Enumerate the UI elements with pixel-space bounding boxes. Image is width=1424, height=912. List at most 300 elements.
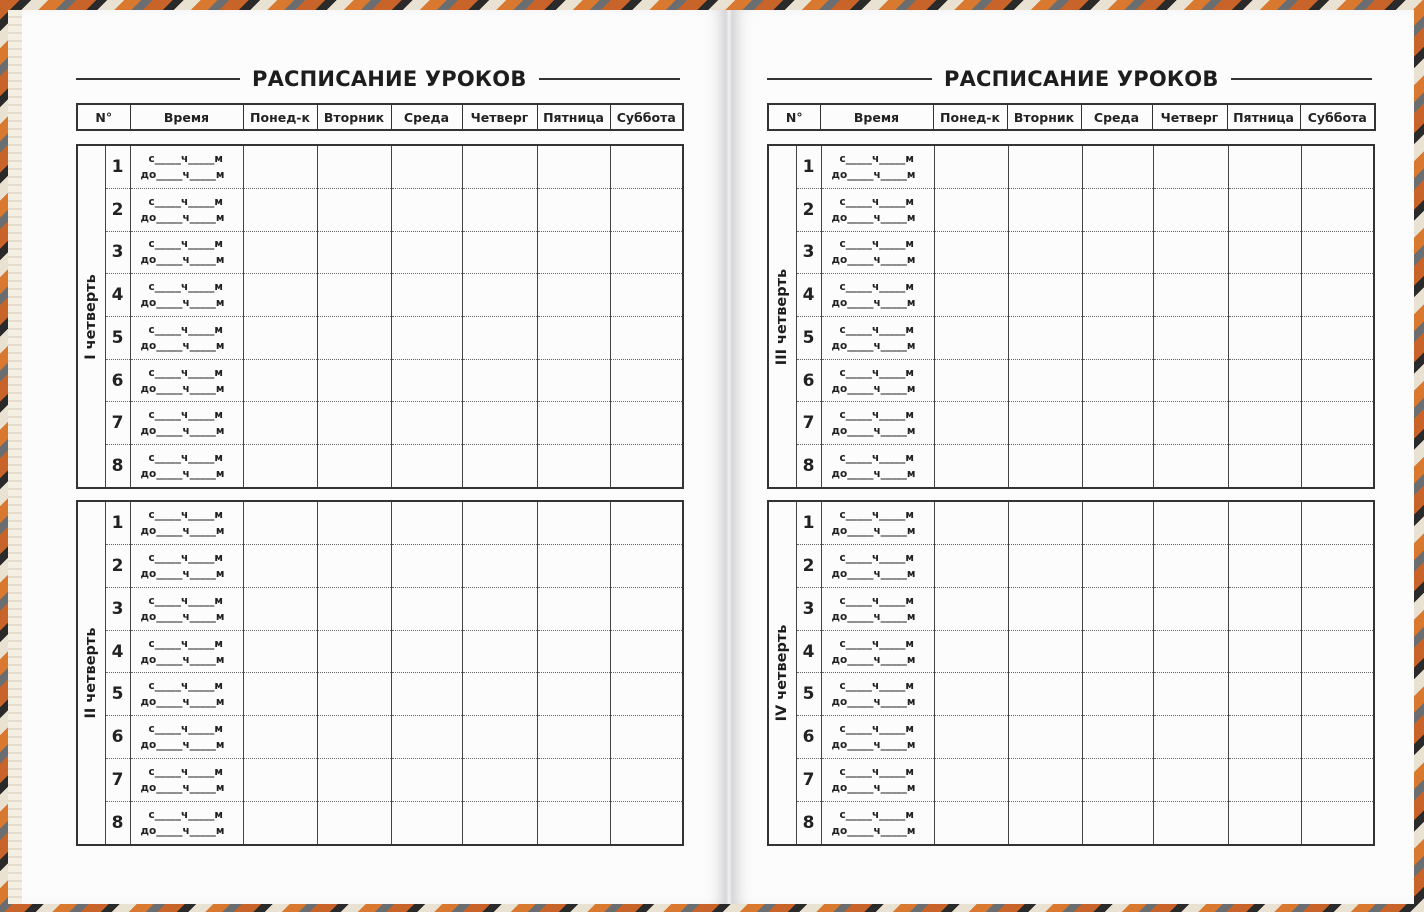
col-friday: Пятница [1227, 104, 1300, 130]
subject-cell-tuesday[interactable] [317, 759, 391, 802]
time-from-line: с_____ч_____м [839, 680, 915, 693]
time-to-line: до_____ч_____м [831, 468, 916, 481]
subject-cell-saturday[interactable] [610, 544, 683, 587]
time-from-line: с_____ч_____м [148, 452, 224, 465]
subject-cell-friday[interactable] [537, 359, 610, 402]
schedule-header [767, 103, 1376, 131]
subject-cell-tuesday[interactable] [317, 801, 391, 845]
lesson-row [768, 316, 1374, 359]
subject-cell-tuesday[interactable] [1008, 402, 1082, 445]
subject-cell-thursday[interactable] [462, 587, 537, 630]
time-from-line: с_____ч_____м [839, 152, 915, 165]
subject-cell-monday[interactable] [243, 801, 317, 845]
time-from-line: с_____ч_____м [839, 195, 915, 208]
subject-cell-friday[interactable] [537, 630, 610, 673]
subject-cell-saturday[interactable] [1301, 501, 1374, 544]
subject-cell-wednesday[interactable] [391, 544, 462, 587]
subject-cell-saturday[interactable] [1301, 445, 1374, 488]
subject-cell-wednesday[interactable] [1082, 716, 1153, 759]
time-to-line: до_____ч_____м [831, 524, 916, 537]
lesson-number: 6 [796, 716, 821, 759]
subject-cell-friday[interactable] [1228, 445, 1301, 488]
subject-cell-thursday[interactable] [462, 445, 537, 488]
lesson-number: 1 [105, 145, 130, 188]
time-from-line: с_____ч_____м [148, 195, 224, 208]
time-from-line: с_____ч_____м [839, 551, 915, 564]
time-to-line: до_____ч_____м [831, 610, 916, 623]
lesson-time [130, 316, 243, 359]
lesson-row [768, 501, 1374, 544]
subject-cell-tuesday[interactable] [317, 316, 391, 359]
lesson-time [821, 716, 934, 759]
subject-cell-saturday[interactable] [610, 316, 683, 359]
subject-cell-wednesday[interactable] [391, 316, 462, 359]
lesson-number: 7 [105, 402, 130, 445]
subject-cell-tuesday[interactable] [1008, 544, 1082, 587]
subject-cell-saturday[interactable] [610, 274, 683, 317]
subject-cell-monday[interactable] [934, 630, 1008, 673]
subject-cell-tuesday[interactable] [317, 231, 391, 274]
subject-cell-tuesday[interactable] [1008, 188, 1082, 231]
subject-cell-wednesday[interactable] [391, 501, 462, 544]
subject-cell-friday[interactable] [1228, 716, 1301, 759]
subject-cell-wednesday[interactable] [391, 759, 462, 802]
subject-cell-tuesday[interactable] [1008, 716, 1082, 759]
subject-cell-friday[interactable] [537, 274, 610, 317]
time-from-line: с_____ч_____м [148, 238, 224, 251]
col-monday: Понед-к [243, 104, 317, 130]
lesson-time [130, 759, 243, 802]
subject-cell-tuesday[interactable] [317, 274, 391, 317]
subject-cell-saturday[interactable] [1301, 316, 1374, 359]
subject-cell-tuesday[interactable] [317, 359, 391, 402]
lesson-row [768, 630, 1374, 673]
lesson-number: 2 [796, 544, 821, 587]
subject-cell-wednesday[interactable] [1082, 231, 1153, 274]
subject-cell-thursday[interactable] [1153, 673, 1228, 716]
time-to-line: до_____ч_____м [831, 653, 916, 666]
subject-cell-wednesday[interactable] [1082, 402, 1153, 445]
lesson-number: 8 [105, 445, 130, 488]
subject-cell-thursday[interactable] [1153, 501, 1228, 544]
quarter-block [76, 500, 684, 846]
subject-cell-thursday[interactable] [1153, 274, 1228, 317]
lesson-row [768, 145, 1374, 188]
subject-cell-tuesday[interactable] [1008, 316, 1082, 359]
time-to-line: до_____ч_____м [831, 739, 916, 752]
subject-cell-tuesday[interactable] [317, 445, 391, 488]
lesson-number: 4 [796, 274, 821, 317]
subject-cell-tuesday[interactable] [317, 716, 391, 759]
subject-cell-tuesday[interactable] [317, 501, 391, 544]
lesson-row [768, 801, 1374, 845]
subject-cell-monday[interactable] [243, 316, 317, 359]
time-to-line: до_____ч_____м [831, 297, 916, 310]
lesson-time [821, 673, 934, 716]
subject-cell-tuesday[interactable] [1008, 587, 1082, 630]
subject-cell-wednesday[interactable] [391, 673, 462, 716]
time-from-line: с_____ч_____м [839, 366, 915, 379]
lesson-number: 2 [796, 188, 821, 231]
time-to-line: до_____ч_____м [140, 339, 225, 352]
subject-cell-thursday[interactable] [462, 801, 537, 845]
subject-cell-saturday[interactable] [610, 801, 683, 845]
subject-cell-tuesday[interactable] [317, 587, 391, 630]
subject-cell-friday[interactable] [537, 145, 610, 188]
subject-cell-friday[interactable] [537, 402, 610, 445]
subject-cell-monday[interactable] [934, 801, 1008, 845]
subject-cell-thursday[interactable] [1153, 630, 1228, 673]
col-thursday: Четверг [1152, 104, 1227, 130]
lesson-row [768, 445, 1374, 488]
subject-cell-tuesday[interactable] [317, 145, 391, 188]
subject-cell-monday[interactable] [243, 544, 317, 587]
time-to-line: до_____ч_____м [140, 610, 225, 623]
subject-cell-monday[interactable] [934, 359, 1008, 402]
subject-cell-tuesday[interactable] [1008, 501, 1082, 544]
lesson-time [821, 402, 934, 445]
time-to-line: до_____ч_____м [140, 524, 225, 537]
subject-cell-wednesday[interactable] [391, 145, 462, 188]
lesson-row [768, 587, 1374, 630]
subject-cell-tuesday[interactable] [1008, 759, 1082, 802]
subject-cell-tuesday[interactable] [1008, 801, 1082, 845]
subject-cell-saturday[interactable] [1301, 359, 1374, 402]
subject-cell-saturday[interactable] [1301, 759, 1374, 802]
subject-cell-thursday[interactable] [462, 231, 537, 274]
subject-cell-saturday[interactable] [610, 359, 683, 402]
subject-cell-friday[interactable] [1228, 274, 1301, 317]
book-spine [726, 10, 732, 904]
page-title: РАСПИСАНИЕ УРОКОВ [240, 66, 539, 92]
subject-cell-thursday[interactable] [462, 716, 537, 759]
subject-cell-saturday[interactable] [610, 630, 683, 673]
subject-cell-wednesday[interactable] [391, 801, 462, 845]
lesson-number: 8 [796, 801, 821, 845]
subject-cell-wednesday[interactable] [391, 359, 462, 402]
subject-cell-thursday[interactable] [462, 274, 537, 317]
subject-cell-saturday[interactable] [610, 445, 683, 488]
subject-cell-friday[interactable] [1228, 544, 1301, 587]
lesson-time [130, 544, 243, 587]
lesson-time [821, 188, 934, 231]
subject-cell-saturday[interactable] [1301, 673, 1374, 716]
time-from-line: с_____ч_____м [148, 323, 224, 336]
subject-cell-monday[interactable] [243, 716, 317, 759]
time-to-line: до_____ч_____м [831, 339, 916, 352]
subject-cell-thursday[interactable] [1153, 145, 1228, 188]
subject-cell-wednesday[interactable] [391, 231, 462, 274]
lesson-row [768, 188, 1374, 231]
subject-cell-tuesday[interactable] [317, 402, 391, 445]
subject-cell-thursday[interactable] [1153, 544, 1228, 587]
lesson-time [130, 801, 243, 845]
subject-cell-monday[interactable] [934, 274, 1008, 317]
subject-cell-saturday[interactable] [1301, 801, 1374, 845]
subject-cell-monday[interactable] [243, 188, 317, 231]
subject-cell-wednesday[interactable] [391, 188, 462, 231]
subject-cell-thursday[interactable] [462, 402, 537, 445]
lesson-row [77, 801, 683, 845]
subject-cell-thursday[interactable] [1153, 587, 1228, 630]
lesson-row [77, 145, 683, 188]
subject-cell-monday[interactable] [934, 445, 1008, 488]
lesson-time [130, 716, 243, 759]
lesson-row [77, 501, 683, 544]
subject-cell-saturday[interactable] [1301, 544, 1374, 587]
time-to-line: до_____ч_____м [140, 211, 225, 224]
lesson-number: 1 [105, 501, 130, 544]
subject-cell-thursday[interactable] [1153, 359, 1228, 402]
subject-cell-monday[interactable] [934, 231, 1008, 274]
subject-cell-monday[interactable] [934, 316, 1008, 359]
col-wednesday: Среда [391, 104, 462, 130]
lesson-number: 7 [796, 759, 821, 802]
subject-cell-saturday[interactable] [610, 145, 683, 188]
subject-cell-saturday[interactable] [1301, 274, 1374, 317]
lesson-time [130, 402, 243, 445]
subject-cell-saturday[interactable] [1301, 587, 1374, 630]
subject-cell-saturday[interactable] [610, 188, 683, 231]
subject-cell-saturday[interactable] [1301, 231, 1374, 274]
subject-cell-saturday[interactable] [610, 587, 683, 630]
page-title: РАСПИСАНИЕ УРОКОВ [932, 66, 1231, 92]
subject-cell-thursday[interactable] [462, 759, 537, 802]
subject-cell-friday[interactable] [1228, 759, 1301, 802]
subject-cell-friday[interactable] [1228, 630, 1301, 673]
subject-cell-tuesday[interactable] [317, 630, 391, 673]
subject-cell-saturday[interactable] [1301, 145, 1374, 188]
subject-cell-wednesday[interactable] [1082, 544, 1153, 587]
subject-cell-wednesday[interactable] [1082, 587, 1153, 630]
time-from-line: с_____ч_____м [839, 452, 915, 465]
subject-cell-saturday[interactable] [610, 501, 683, 544]
subject-cell-saturday[interactable] [610, 759, 683, 802]
subject-cell-thursday[interactable] [462, 630, 537, 673]
time-from-line: с_____ч_____м [839, 594, 915, 607]
subject-cell-wednesday[interactable] [1082, 630, 1153, 673]
subject-cell-saturday[interactable] [610, 673, 683, 716]
lesson-number: 3 [796, 231, 821, 274]
subject-cell-thursday[interactable] [462, 673, 537, 716]
time-to-line: до_____ч_____м [831, 382, 916, 395]
subject-cell-monday[interactable] [934, 716, 1008, 759]
subject-cell-wednesday[interactable] [1082, 759, 1153, 802]
subject-cell-wednesday[interactable] [1082, 145, 1153, 188]
subject-cell-thursday[interactable] [1153, 445, 1228, 488]
lesson-number: 5 [105, 673, 130, 716]
time-to-line: до_____ч_____м [140, 567, 225, 580]
subject-cell-thursday[interactable] [1153, 231, 1228, 274]
time-from-line: с_____ч_____м [148, 808, 224, 821]
subject-cell-saturday[interactable] [610, 402, 683, 445]
subject-cell-saturday[interactable] [1301, 630, 1374, 673]
subject-cell-wednesday[interactable] [391, 402, 462, 445]
time-to-line: до_____ч_____м [140, 297, 225, 310]
subject-cell-thursday[interactable] [1153, 402, 1228, 445]
subject-cell-friday[interactable] [537, 544, 610, 587]
subject-cell-monday[interactable] [243, 673, 317, 716]
subject-cell-monday[interactable] [243, 587, 317, 630]
subject-cell-tuesday[interactable] [1008, 274, 1082, 317]
subject-cell-friday[interactable] [1228, 145, 1301, 188]
time-to-line: до_____ч_____м [140, 168, 225, 181]
subject-cell-friday[interactable] [1228, 673, 1301, 716]
subject-cell-wednesday[interactable] [391, 274, 462, 317]
lesson-row [77, 445, 683, 488]
subject-cell-tuesday[interactable] [1008, 231, 1082, 274]
subject-cell-monday[interactable] [243, 501, 317, 544]
lesson-time [130, 145, 243, 188]
lesson-number: 2 [105, 544, 130, 587]
subject-cell-friday[interactable] [1228, 316, 1301, 359]
subject-cell-friday[interactable] [537, 673, 610, 716]
subject-cell-wednesday[interactable] [391, 587, 462, 630]
lesson-time [821, 544, 934, 587]
time-to-line: до_____ч_____м [831, 254, 916, 267]
col-friday: Пятница [537, 104, 610, 130]
subject-cell-saturday[interactable] [1301, 188, 1374, 231]
subject-cell-wednesday[interactable] [1082, 359, 1153, 402]
lesson-time [821, 587, 934, 630]
lesson-row [768, 274, 1374, 317]
subject-cell-thursday[interactable] [462, 316, 537, 359]
subject-cell-thursday[interactable] [1153, 801, 1228, 845]
subject-cell-friday[interactable] [1228, 501, 1301, 544]
subject-cell-thursday[interactable] [1153, 759, 1228, 802]
subject-cell-monday[interactable] [934, 544, 1008, 587]
subject-cell-thursday[interactable] [1153, 316, 1228, 359]
subject-cell-wednesday[interactable] [391, 630, 462, 673]
subject-cell-saturday[interactable] [610, 716, 683, 759]
subject-cell-monday[interactable] [243, 231, 317, 274]
subject-cell-friday[interactable] [537, 316, 610, 359]
subject-cell-wednesday[interactable] [1082, 501, 1153, 544]
subject-cell-thursday[interactable] [462, 188, 537, 231]
col-tuesday: Вторник [1007, 104, 1081, 130]
subject-cell-saturday[interactable] [610, 231, 683, 274]
subject-cell-tuesday[interactable] [1008, 359, 1082, 402]
subject-cell-monday[interactable] [243, 274, 317, 317]
subject-cell-tuesday[interactable] [317, 188, 391, 231]
subject-cell-friday[interactable] [537, 801, 610, 845]
subject-cell-tuesday[interactable] [1008, 145, 1082, 188]
subject-cell-friday[interactable] [1228, 801, 1301, 845]
subject-cell-friday[interactable] [1228, 402, 1301, 445]
subject-cell-friday[interactable] [1228, 231, 1301, 274]
subject-cell-wednesday[interactable] [1082, 188, 1153, 231]
subject-cell-monday[interactable] [243, 145, 317, 188]
col-time: Время [130, 104, 243, 130]
time-from-line: с_____ч_____м [148, 680, 224, 693]
time-from-line: с_____ч_____м [839, 281, 915, 294]
lesson-row [77, 544, 683, 587]
subject-cell-monday[interactable] [934, 759, 1008, 802]
col-thursday: Четверг [462, 104, 537, 130]
subject-cell-thursday[interactable] [462, 544, 537, 587]
lesson-row [77, 587, 683, 630]
lesson-time [821, 759, 934, 802]
lesson-time [130, 630, 243, 673]
subject-cell-friday[interactable] [537, 759, 610, 802]
lesson-row [77, 673, 683, 716]
subject-cell-thursday[interactable] [1153, 716, 1228, 759]
subject-cell-monday[interactable] [934, 587, 1008, 630]
subject-cell-friday[interactable] [537, 231, 610, 274]
subject-cell-friday[interactable] [537, 501, 610, 544]
subject-cell-wednesday[interactable] [1082, 316, 1153, 359]
subject-cell-monday[interactable] [243, 359, 317, 402]
subject-cell-saturday[interactable] [1301, 402, 1374, 445]
col-time: Время [820, 104, 933, 130]
lesson-row [77, 316, 683, 359]
lesson-time [821, 316, 934, 359]
lesson-row [768, 716, 1374, 759]
time-from-line: с_____ч_____м [148, 508, 224, 521]
subject-cell-thursday[interactable] [1153, 188, 1228, 231]
lesson-time [130, 188, 243, 231]
time-to-line: до_____ч_____м [140, 824, 225, 837]
lesson-time [821, 231, 934, 274]
subject-cell-friday[interactable] [537, 445, 610, 488]
subject-cell-thursday[interactable] [462, 145, 537, 188]
subject-cell-tuesday[interactable] [1008, 673, 1082, 716]
subject-cell-tuesday[interactable] [317, 544, 391, 587]
subject-cell-tuesday[interactable] [1008, 630, 1082, 673]
col-wednesday: Среда [1081, 104, 1152, 130]
subject-cell-friday[interactable] [537, 188, 610, 231]
subject-cell-friday[interactable] [1228, 587, 1301, 630]
subject-cell-saturday[interactable] [1301, 716, 1374, 759]
subject-cell-monday[interactable] [243, 445, 317, 488]
subject-cell-monday[interactable] [243, 759, 317, 802]
time-from-line: с_____ч_____м [839, 238, 915, 251]
subject-cell-friday[interactable] [537, 587, 610, 630]
time-from-line: с_____ч_____м [839, 637, 915, 650]
subject-cell-friday[interactable] [1228, 188, 1301, 231]
subject-cell-friday[interactable] [1228, 359, 1301, 402]
subject-cell-wednesday[interactable] [1082, 274, 1153, 317]
subject-cell-tuesday[interactable] [1008, 445, 1082, 488]
subject-cell-friday[interactable] [537, 716, 610, 759]
quarter-label: I четверть [83, 273, 100, 360]
subject-cell-monday[interactable] [243, 630, 317, 673]
subject-cell-monday[interactable] [243, 402, 317, 445]
subject-cell-monday[interactable] [934, 501, 1008, 544]
lesson-time [130, 274, 243, 317]
time-to-line: до_____ч_____м [831, 567, 916, 580]
subject-cell-thursday[interactable] [462, 359, 537, 402]
lesson-number: 3 [796, 587, 821, 630]
subject-cell-tuesday[interactable] [317, 673, 391, 716]
time-to-line: до_____ч_____м [140, 254, 225, 267]
time-to-line: до_____ч_____м [831, 782, 916, 795]
subject-cell-wednesday[interactable] [1082, 801, 1153, 845]
subject-cell-thursday[interactable] [462, 501, 537, 544]
subject-cell-wednesday[interactable] [391, 716, 462, 759]
subject-cell-wednesday[interactable] [1082, 445, 1153, 488]
lesson-row [768, 544, 1374, 587]
subject-cell-monday[interactable] [934, 402, 1008, 445]
subject-cell-wednesday[interactable] [1082, 673, 1153, 716]
time-to-line: до_____ч_____м [140, 782, 225, 795]
subject-cell-wednesday[interactable] [391, 445, 462, 488]
subject-cell-monday[interactable] [934, 188, 1008, 231]
lesson-number: 3 [105, 231, 130, 274]
time-from-line: с_____ч_____м [839, 508, 915, 521]
subject-cell-monday[interactable] [934, 145, 1008, 188]
subject-cell-monday[interactable] [934, 673, 1008, 716]
